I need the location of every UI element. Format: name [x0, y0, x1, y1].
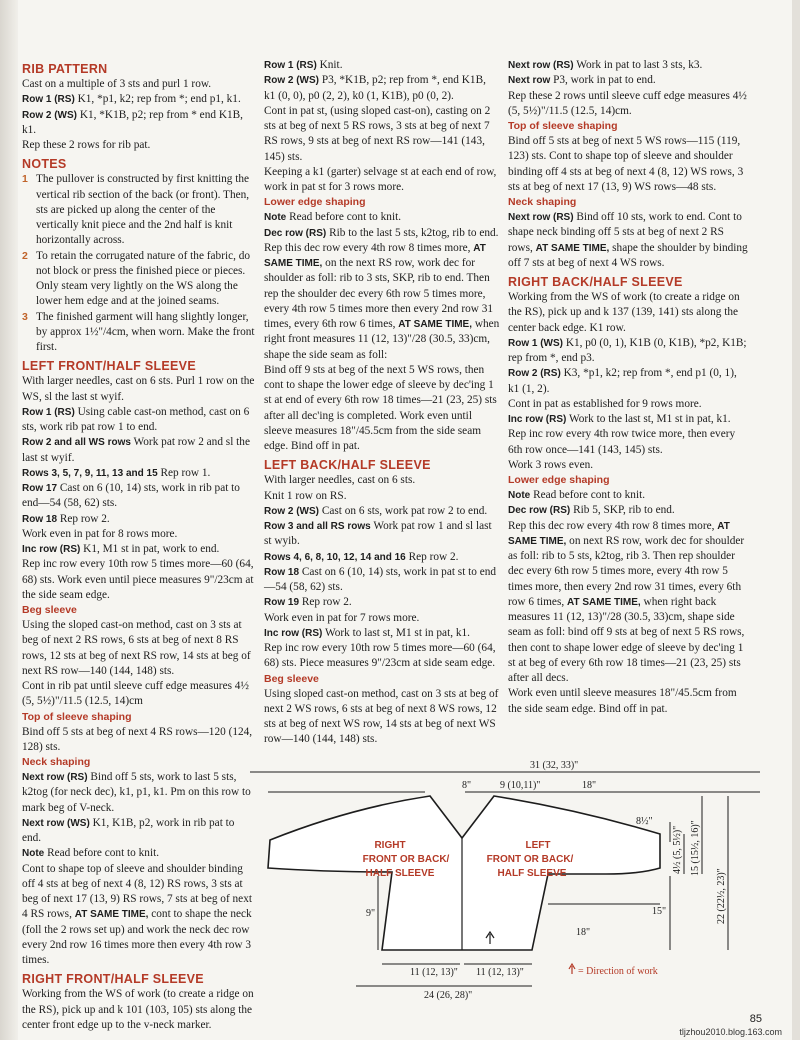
dim-neck: 9 (10,11)" — [500, 780, 541, 791]
column-3 — [508, 58, 748, 717]
notes-heading: NOTES — [22, 157, 67, 172]
dim-9: 9" — [366, 908, 376, 919]
rb-note: Note Read before cont to knit. — [508, 489, 646, 501]
lf-beg-sleeve: Using the sloped cast-on method, cast on 3 sts at beg of next 2 RS rows, 6 sts at beg of next 8 RS rows, 12 sts at beg of next RS row, 14 sts at beg of next RS row—140 (144, 148) sts. — [22, 619, 251, 677]
dim-top-total: 31 (32, 33)" — [530, 760, 579, 771]
dim-right-shoulder: 18" — [582, 780, 597, 791]
lf-top-sleeve: Bind off 5 sts at beg of next 4 RS rows—120 (124, 128) sts. — [22, 725, 253, 753]
lb-intro: With larger needles, cast on 6 sts. — [264, 474, 416, 487]
rb-even: Work 3 rows even. — [508, 458, 594, 471]
watermark: tljzhou2010.blog.163.com — [679, 1027, 782, 1037]
lb-row-4: Rows 4, 6, 8, 10, 12, 14 and 16 Rep row 2. — [264, 550, 459, 563]
direction-legend: = Direction of work — [578, 966, 658, 977]
dim-15: 15 (15½, 16)" — [690, 820, 701, 876]
lb-row-18: Row 18 Cast on 6 (10, 14) sts, work in pat st to end—54 (58, 62) sts. — [264, 565, 497, 593]
rf-bind-off: Bind off 9 sts at beg of the next 5 WS rows, then cont to shape the lower edge of sleeve by dec'ing 1 st at end of every 6th row 18 times—21 (23, 25) sts after all dec'ing is completed. Work even until sleeve measures 18"/45.5cm from the side seam edge. Bind off in pat. — [264, 363, 497, 452]
rib-cast-on: Cast on a multiple of 3 sts and purl 1 row. — [22, 78, 212, 90]
rf-cont: Cont in pat st, (using sloped cast-on), casting on 2 sts at beg of next 5 RS rows, 3 sts at beg of next 7 RS rows, 9 sts at beg of next RS row—141 (143, 145) sts. — [264, 104, 491, 163]
lb-row-2: Row 2 (WS) Cast on 6 sts, work pat row 2 to end. — [264, 504, 488, 517]
dim-18b: 18" — [576, 927, 591, 938]
note-1: 1 The pullover is constructed by first knitting the vertical rib section of the back (or front). Then, sts are picked up along the center of the vertically knit piece and the 2nd half is knit horizontally across. — [22, 173, 250, 247]
lf-beg-sleeve-heading: Beg sleeve — [22, 604, 77, 616]
left-piece-label-3: HALF SLEEVE — [497, 868, 567, 879]
lb-rep: Rep these 2 rows until sleeve cuff edge measures 4½ (5, 5½)"/11.5 (12.5, 14)cm. — [508, 89, 747, 117]
rf-note: Note Read before cont to knit. — [264, 211, 402, 224]
lb-beg-sleeve-heading: Beg sleeve — [264, 672, 319, 685]
rb-dec-row: Dec row (RS) Rib 5, SKP, rib to end. — [508, 504, 675, 517]
left-front-heading: LEFT FRONT/HALF SLEEVE — [22, 359, 196, 374]
dim-15b: 15" — [652, 906, 667, 917]
rf-row-2: Row 2 (WS) P3, *K1B, p2; rep from *, end K1B, k1 (0, 0), p0 (2, 2), k0 (1, K1B), p0 (0, 2). — [264, 74, 486, 102]
lb-neck: Next row (RS) Bind off 10 sts, work to end. Cont to shape neck binding off 5 sts at beg of next 2 RS rows, AT SAME TIME, shape the shoulder by binding off 7 sts at beg of next 4 WS rows. — [508, 211, 748, 269]
lb-top-sleeve: Bind off 5 sts at beg of next 5 WS rows—115 (119, 123) sts. Cont to shape top of sleeve and shoulder binding off 4 sts at beg of next 4 (8, 12) WS rows, 3 sts at beg of next 17 (13, 9) WS rows—48 sts. — [508, 135, 744, 193]
left-back-heading: LEFT BACK/HALF SLEEVE — [264, 458, 431, 473]
lf-row-2: Row 2 and all WS rows Work pat row 2 and sl the last st wyif. — [22, 436, 250, 464]
right-back-heading: RIGHT BACK/HALF SLEEVE — [508, 275, 683, 289]
rf-dec-row: Dec row (RS) Rib to the last 5 sts, k2tog, rib to end. Rep this dec row every 4th row 8 times more, AT SAME TIME, on the next RS row, work dec for shoulder as foll: rib to 3 sts, SKP, rib to end. Then rep the shoulder dec every 6th row 5 times more, every 4th row 5 times more then every 2nd row 31 times, every 6th row 6 times, AT SAME TIME, when right front measures 11 (12, 13)"/28 (30.5, 33)cm, shape the side seam as foll: — [264, 226, 500, 361]
left-piece-label-1: LEFT — [525, 840, 551, 851]
dim-22: 22 (22½, 23)" — [716, 868, 727, 924]
right-piece-label-2: FRONT OR BACK/ — [362, 854, 450, 865]
rf-keeping: Keeping a k1 (garter) selvage st at each end of row, work in pat st for 3 rows more. — [264, 165, 497, 193]
lf-row-1: Row 1 (RS) Using cable cast-on method, cast on 6 sts, work rib pat row 1 to end. — [22, 405, 250, 433]
lf-inc-repeat: Rep inc row every 10th row 5 times more—60 (64, 68) sts. Work even until piece measures 9"/23cm at the side seam edge. — [22, 558, 254, 601]
rib-repeat: Rep these 2 rows for rib pat. — [22, 139, 151, 151]
lf-next-row-ws: Next row (WS) K1, K1B, p2, work in rib pat to end. — [22, 816, 235, 844]
lb-neck-heading: Neck shaping — [508, 196, 577, 208]
lb-inc-repeat: Rep inc row every 10th row 5 times more—60 (64, 68) sts. Piece measures 9"/23cm at side seam edge. — [264, 642, 496, 670]
dim-left-shoulder: 8" — [462, 780, 472, 791]
rb-lower-edge-heading: Lower edge shaping — [508, 474, 610, 486]
dim-8half: 8½" — [636, 816, 653, 827]
lf-inc-row: Inc row (RS) K1, M1 st in pat, work to end. — [22, 543, 220, 555]
garment-schematic — [230, 752, 790, 1002]
rb-work-even: Work even until sleeve measures 18"/45.5cm from the side seam edge. Bind off in pat. — [508, 687, 737, 715]
dim-bottom-right: 11 (12, 13)" — [476, 967, 524, 978]
lf-next-row-rs: Next row (RS) Bind off 5 sts, work to last 5 sts, k2tog (for neck dec), k1, p1, k1. Pm on this row to mark beg of V-neck. — [22, 771, 251, 814]
rb-row-1: Row 1 (WS) K1, p0 (0, 1), K1B (0, K1B), *p2, K1B; rep from *, end p3. — [508, 336, 747, 364]
lf-intro: With larger needles, cast on 6 sts. Purl 1 row on the WS, sl the last st wyif. — [22, 375, 255, 403]
rib-row-2: Row 2 (WS) K1, *K1B, p2; rep from * end K1B, k1. — [22, 108, 243, 136]
left-piece-label-2: FRONT OR BACK/ — [486, 854, 574, 865]
page-number: 85 — [749, 1013, 762, 1025]
lf-row-17: Row 17 Cast on 6 (10, 14) sts, work in rib pat to end—54 (58, 62) sts. — [22, 482, 240, 510]
right-piece-label-3: HALF SLEEVE — [365, 868, 435, 879]
lf-cont: Cont in rib pat until sleeve cuff edge measures 4½ (5, 5½)"/11.5 (12.5, 14)cm — [22, 680, 249, 708]
dim-cuff: 4½ (5, 5½)" — [672, 825, 683, 874]
lb-knit: Knit 1 row on RS. — [264, 489, 347, 502]
right-piece-label-1: RIGHT — [374, 840, 406, 851]
column-2 — [264, 58, 500, 748]
rf-text: Working from the WS of work (to create a ridge on the RS), pick up and k 101 (103, 105) sts along the center front edge up to the v-neck marker. — [22, 988, 254, 1031]
lf-cont-shape: Cont to shape top of sleeve and shoulder binding off 4 sts at beg of next 4 (8, 12) RS rows, 3 sts at beg of next 17 (13, 9) RS rows, 7 sts at beg of next 4 RS rows, AT SAME TIME, cont to shape the neck (foll the 2 rows set up) and work the neck dec row every 2nd row 16 times more then every 4th row 3 times. — [22, 862, 252, 966]
direction-legend-arrow-icon — [569, 964, 575, 974]
lf-top-sleeve-heading: Top of sleeve shaping — [22, 710, 132, 723]
lf-even: Work even in pat for 8 rows more. — [22, 527, 178, 540]
rf-row-1: Row 1 (RS) Knit. — [264, 59, 343, 71]
lf-row-18: Row 18 Rep row 2. — [22, 512, 110, 525]
rib-row-1: Row 1 (RS) K1, *p1, k2; rep from *; end p1, k1. — [22, 93, 241, 106]
rb-inc-row: Inc row (RS) Work to the last st, M1 st in pat, k1. — [508, 413, 731, 425]
rb-dec-repeat: Rep this dec row every 4th row 8 times more, AT SAME TIME, on next RS row, work dec for shoulder as foll: rib to 5 sts, k2tog, rib 3. Then rep shoulder dec every 6th row 5 times more, every 4th row 5 times more, then every 2nd row 31 times, every 6th row 6 times, AT SAME TIME, when right back measures 11 (12, 13)"/28 (30.5, 33)cm, shape side seam as foll: bind off 9 sts at beg of next 5 RS rows, then cont to shape lower edge of sleeve by dec'ing 1 st at beg of every 6th row 18 times—21 (23, 25) sts after all decs. — [508, 519, 745, 684]
lb-next-row: Next row P3, work in pat to end. — [508, 74, 656, 87]
dim-bottom-left: 11 (12, 13)" — [410, 967, 458, 978]
lb-inc-row: Inc row (RS) Work to last st, M1 st in pat, k1. — [264, 626, 470, 639]
lf-neck-heading: Neck shaping — [22, 756, 91, 768]
binding-edge — [0, 0, 18, 1040]
rb-inc-repeat: Rep inc row every 4th row twice more, then every 6th row once—141 (143, 145) sts. — [508, 428, 736, 456]
lb-row-19: Row 19 Rep row 2. — [264, 596, 352, 609]
dim-bottom-total: 24 (26, 28)" — [424, 990, 473, 1001]
rf-lower-edge-heading: Lower edge shaping — [264, 196, 366, 209]
rb-cont: Cont in pat as established for 9 rows more. — [508, 397, 702, 410]
lb-row-3: Row 3 and all RS rows Work pat row 1 and sl last st wyib. — [264, 520, 492, 548]
rb-text: Working from the WS of work (to create a ridge on the RS), pick up and k 137 (139, 141) sts along the center back edge. K1 row. — [508, 291, 740, 334]
lb-next-row-rs: Next row (RS) Work in pat to last 3 sts, k3. — [508, 59, 703, 71]
garment-outline — [268, 796, 660, 950]
rib-pattern-heading: RIB PATTERN — [22, 62, 108, 76]
lb-top-sleeve-heading: Top of sleeve shaping — [508, 120, 618, 132]
lf-row-3: Rows 3, 5, 7, 9, 11, 13 and 15 Rep row 1. — [22, 466, 211, 479]
note-2: 2 To retain the corrugated nature of the fabric, do not block or press the finished piece or pieces. Only steam very lightly on the WS along the lower hem edge and at the joined seams. — [22, 249, 251, 308]
lf-note: Note Read before cont to knit. — [22, 847, 160, 860]
lb-even: Work even in pat for 7 rows more. — [264, 611, 420, 624]
lb-beg-sleeve: Using sloped cast-on method, cast on 3 sts at beg of next 2 WS rows, 6 sts at beg of next 8 WS rows, 12 sts at beg of next WS row, 14 sts at beg of next WS row—140 (144, 148) sts. — [264, 687, 499, 746]
column-1 — [22, 58, 256, 1033]
page-edge — [792, 0, 800, 1040]
rb-row-2: Row 2 (RS) K3, *p1, k2; rep from *, end p1 (0, 1), k1 (1, 2). — [508, 367, 737, 395]
note-3: 3 The finished garment will hang slightly longer, by approx 1½"/4cm, when worn. Make the front first. — [22, 310, 255, 353]
right-front-heading: RIGHT FRONT/HALF SLEEVE — [22, 972, 204, 987]
